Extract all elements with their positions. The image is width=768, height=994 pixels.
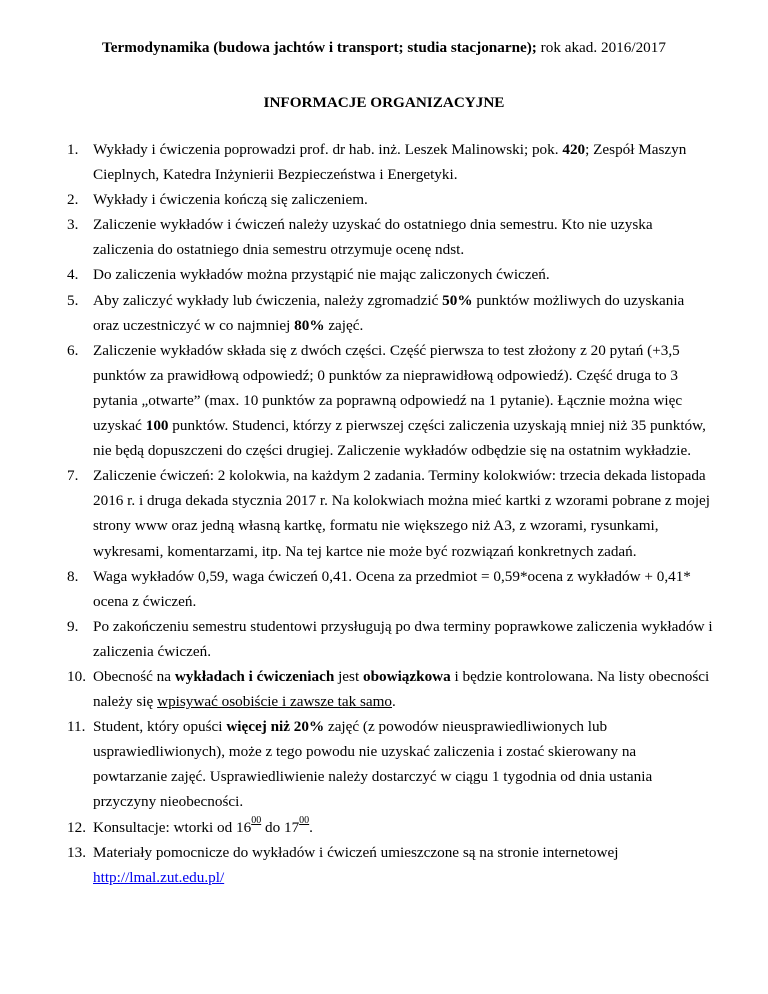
item-text: Zaliczenie wykładów składa się z dwóch części. Część pierwsza to test złożony z 20 pytań (+3,5 punktów za prawidłową odpowiedź; 0 punktów za nieprawidłową odpowiedź). Część druga to 3 pytania „otwarte” (max. 10 punktów za poprawną odpowiedź na 1 pytanie). Łącznie można więc uzyskać xyxy=(93,341,683,435)
item-number: 12. xyxy=(67,818,86,836)
page-title: INFORMACJE ORGANIZACYJNE xyxy=(263,94,505,111)
item-text: Zaliczenie ćwiczeń: 2 kolokwia, na każdym 2 zadania. Terminy kolokwiów: trzecia dekada listopada 2016 r. i druga dekada stycznia 2017 r. Na kolokwiach można mieć kartki z wzorami pobrane z mojej strony www oraz jedną własną kartkę, formatu nie większego niż A3, z wzorami, rysunkami, wykresami, komentarzami, itp. Na tej kartce nie może być rozwiązań konkretnych zadań. xyxy=(93,467,710,560)
item-text: do 17 xyxy=(261,818,300,836)
list-item xyxy=(0,288,713,338)
absence-limit: więcej niż 20% xyxy=(226,718,325,736)
item-text: zajęć (z powodów nieusprawiedliwionych lub usprawiedliwionych), może z tego powodu nie uzyskać zaliczenia i zostać skierowany na powtarzanie zajęć. Usprawiedliwienie należy dostarczyć w ciągu 1 tygodnia od dnia ustania przyczyny nieobecności. xyxy=(93,718,653,811)
attendance-threshold: 80% xyxy=(294,316,325,334)
item-text: . xyxy=(309,818,313,836)
item-number: 8. xyxy=(67,567,79,585)
list-item xyxy=(0,338,713,463)
points-threshold: 50% xyxy=(442,291,473,309)
list-item xyxy=(0,212,713,262)
superscript-minutes: 00 xyxy=(251,815,262,827)
item-text: i będzie kontrolowana. Na listy obecności należy się xyxy=(93,667,710,711)
item-text: punktów możliwych do uzyskania oraz uczestniczyć w co najmniej xyxy=(93,291,685,334)
course-header xyxy=(0,38,768,58)
item-number: 4. xyxy=(67,266,79,284)
item-text: Konsultacje: wtorki od 16 xyxy=(93,818,252,836)
item-text: Materiały pomocnicze do wykładów i ćwiczeń umieszczone są na stronie internetowej xyxy=(93,843,619,861)
item-text: Aby zaliczyć wykłady lub ćwiczenia, należy zgromadzić xyxy=(93,291,443,309)
item-number: 7. xyxy=(67,467,79,485)
item-number: 13. xyxy=(67,843,86,861)
item-number: 9. xyxy=(67,617,79,635)
item-text: Zaliczenie wykładów i ćwiczeń należy uzyskać do ostatniego dnia semestru. Kto nie uzyska zaliczenia do ostatniego dnia semestru otrzymuje ocenę ndst. xyxy=(93,216,653,259)
item-text: jest xyxy=(334,667,363,685)
item-text: Student, który opuści xyxy=(93,718,227,736)
list-item xyxy=(0,262,713,287)
list-item xyxy=(0,815,713,840)
list-item xyxy=(0,714,713,814)
list-item xyxy=(0,564,713,614)
info-list xyxy=(0,137,713,890)
list-item xyxy=(0,463,713,563)
website-link[interactable]: http://lmal.zut.edu.pl/ xyxy=(93,868,225,886)
item-text: punktów. Studenci, którzy z pierwszej części zaliczenia uzyskają mniej niż 35 punktów, nie będą dopuszczeni do części drugiej. Zaliczenie wykładów odbędzie się na ostatnim wykładzie. xyxy=(93,417,706,460)
item-text: Wykłady i ćwiczenia poprowadzi prof. dr hab. inż. Leszek Malinowski; pok. xyxy=(93,141,563,158)
item-text: . xyxy=(392,693,396,711)
item-number: 11. xyxy=(67,718,86,736)
max-points: 100 xyxy=(145,417,169,435)
item-number: 2. xyxy=(67,191,79,209)
item-number: 6. xyxy=(67,341,79,359)
item-text: Wykłady i ćwiczenia kończą się zaliczeniem. xyxy=(93,191,368,209)
item-text: Obecność na xyxy=(93,667,175,685)
emphasis-text: obowiązkowa xyxy=(362,667,451,685)
list-item xyxy=(0,137,713,187)
emphasis-text: wykładach i ćwiczeniach xyxy=(174,667,335,685)
list-item xyxy=(0,614,713,664)
list-item xyxy=(0,840,713,890)
room-number: 420 xyxy=(562,141,586,158)
item-number: 5. xyxy=(67,291,79,309)
item-number: 10. xyxy=(67,667,86,685)
course-header-year: rok akad. 2016/2017 xyxy=(536,39,666,56)
item-text: Po zakończeniu semestru studentowi przysługują po dwa terminy poprawkowe zaliczenia wykładów i zaliczenia ćwiczeń. xyxy=(93,617,713,660)
item-number: 1. xyxy=(67,141,79,158)
item-number: 3. xyxy=(67,216,79,234)
superscript-minutes: 00 xyxy=(299,815,310,827)
underlined-text: wpisywać osobiście i zawsze tak samo xyxy=(157,693,393,711)
item-text: Waga wykładów 0,59, waga ćwiczeń 0,41. Ocena za przedmiot = 0,59*ocena z wykładów + 0,41* ocena z ćwiczeń. xyxy=(93,567,691,610)
list-item xyxy=(0,664,713,714)
item-text: Do zaliczenia wykładów można przystąpić nie mając zaliczonych ćwiczeń. xyxy=(93,266,550,284)
item-text: zajęć. xyxy=(324,316,364,334)
course-header-bold: Termodynamika (budowa jachtów i transport; studia stacjonarne); xyxy=(102,39,537,56)
list-item xyxy=(0,187,713,212)
item-text: ; Zespół Maszyn Cieplnych, Katedra Inżynierii Bezpieczeństwa i Energetyki. xyxy=(93,141,687,184)
